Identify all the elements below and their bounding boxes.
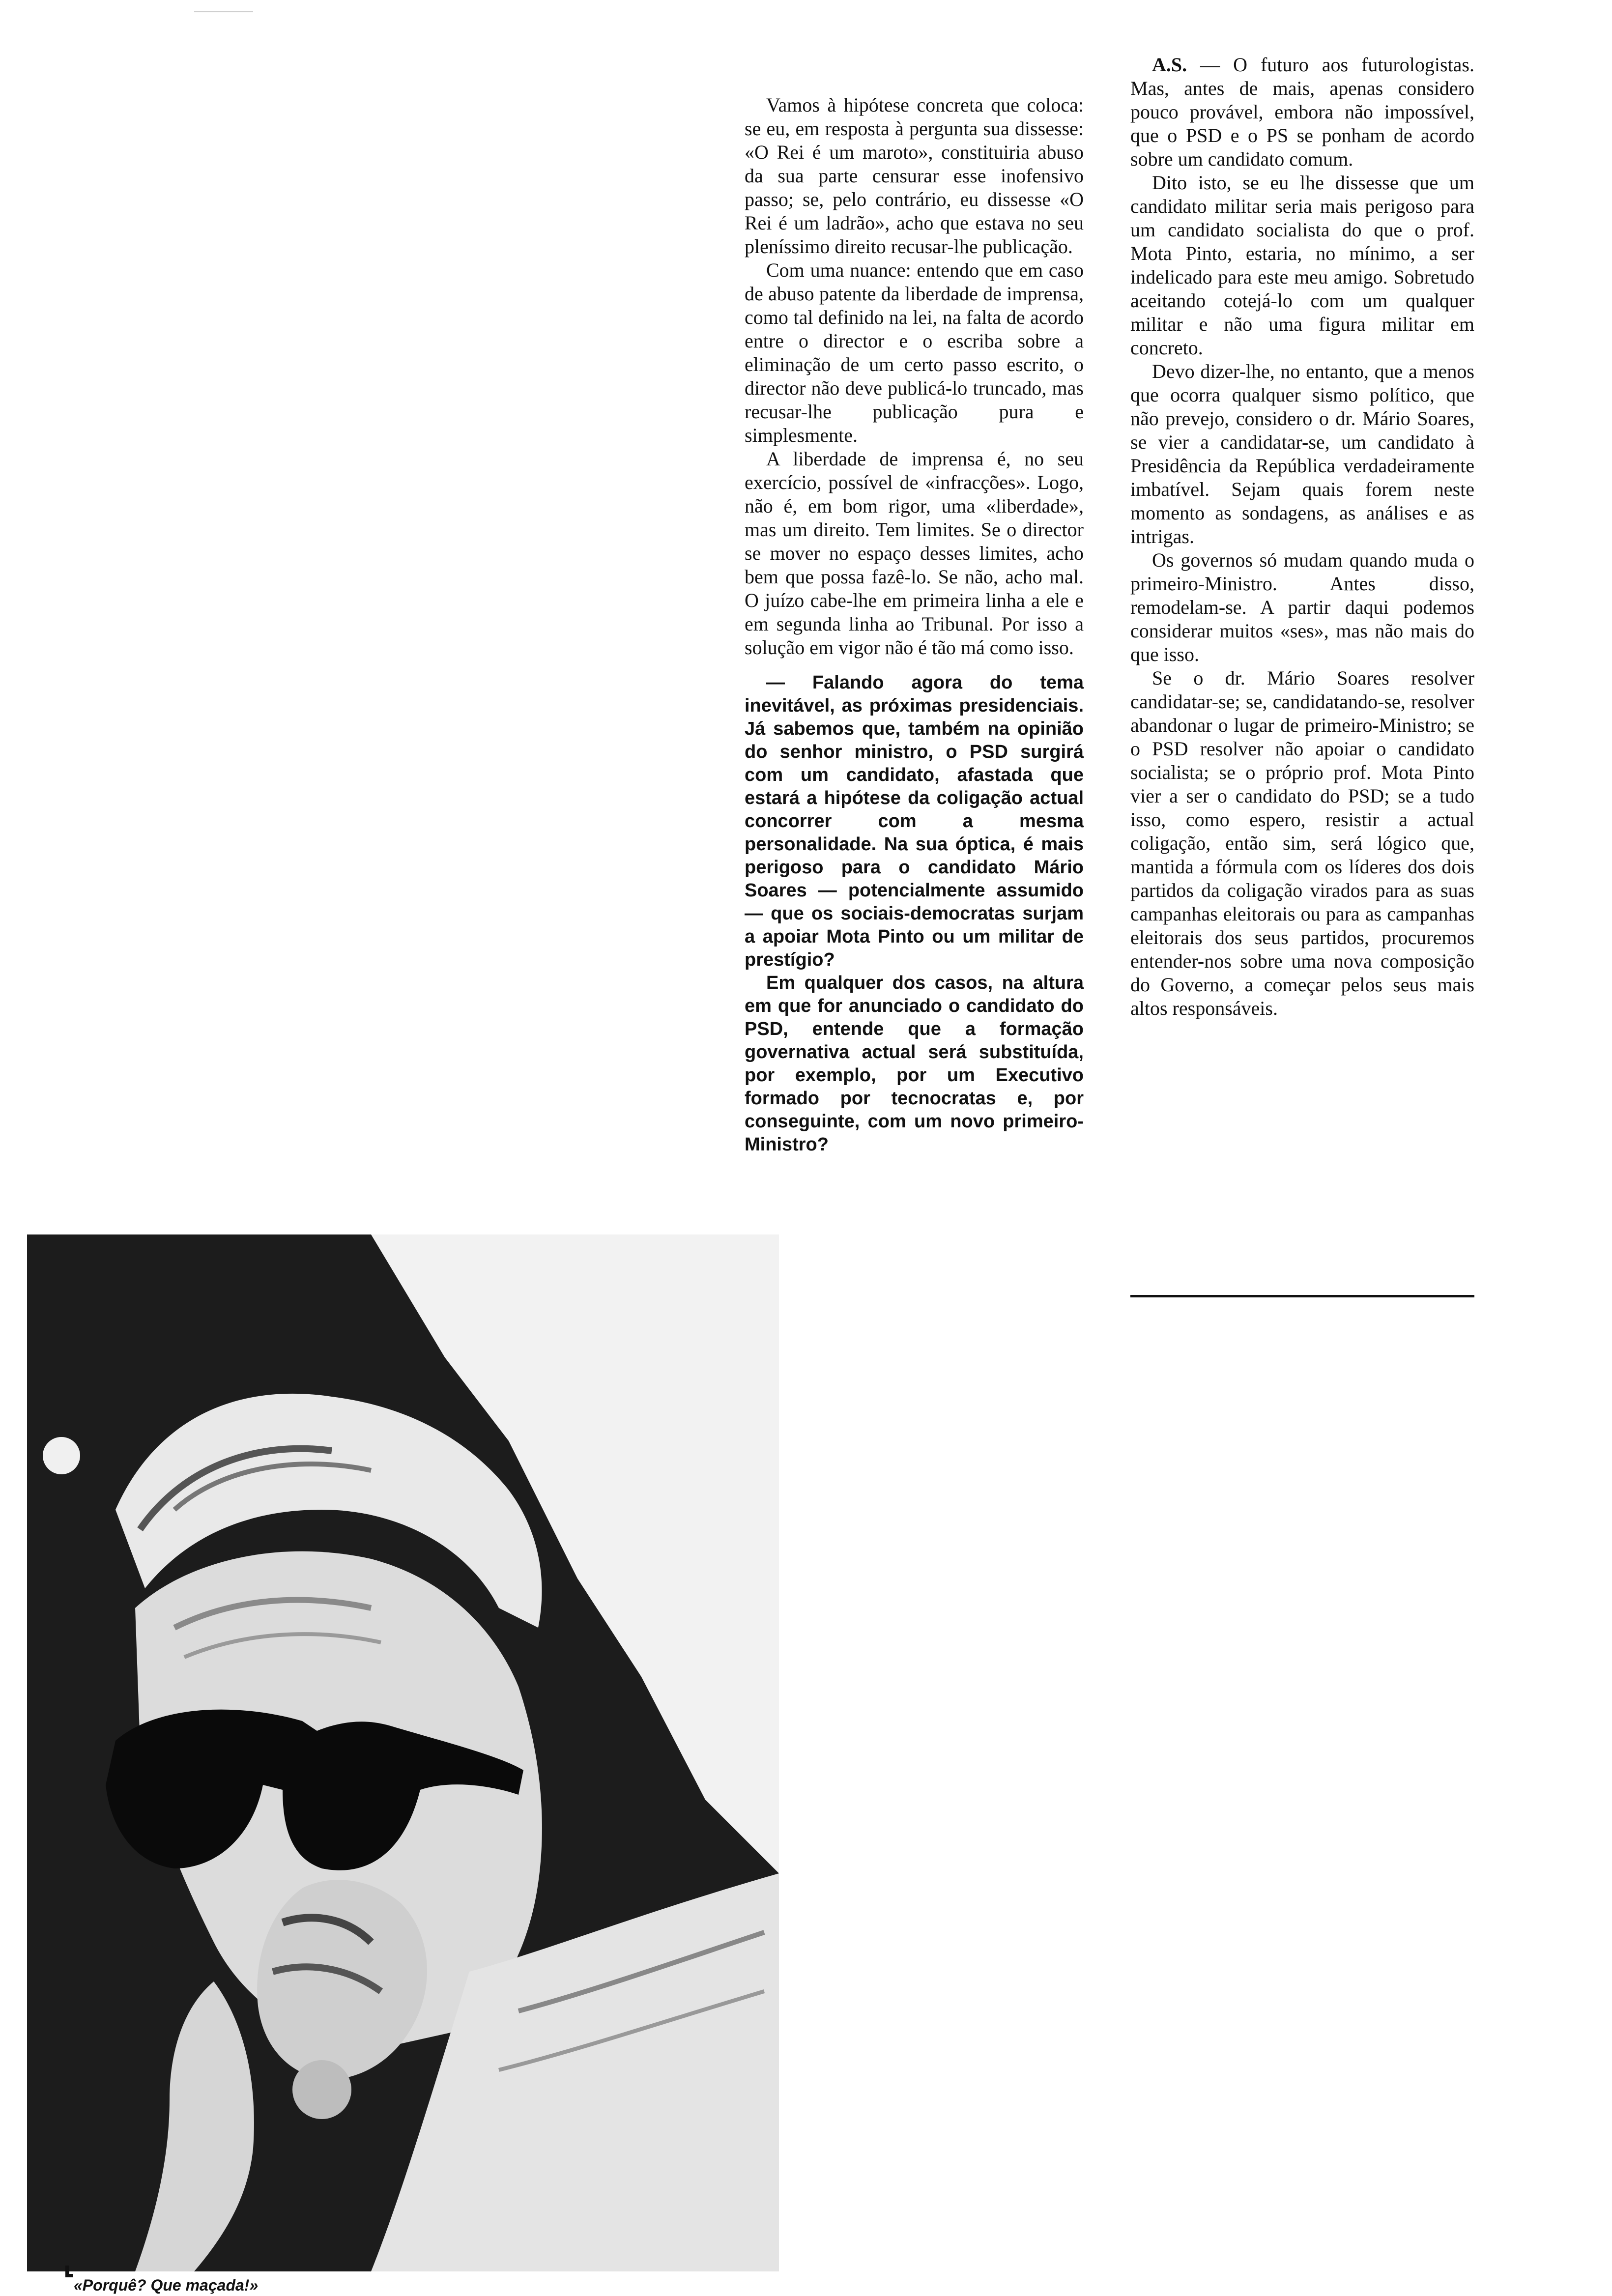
answer-paragraph-first <box>1130 53 1474 171</box>
answer-paragraph: Com uma nuance: entendo que em caso de abuso patente da liberdade de imprensa, como tal definido na lei, na falta de acordo entre o director e o escriba sobre a eliminação de um certo passo escrito, o director não deve publicá-lo truncado, mas recusar-lhe publicação pura e simplesmente. <box>745 259 1084 446</box>
article-column-middle <box>745 93 1084 1156</box>
interview-question: Em qualquer dos casos, na altura em que for anunciado o candidato do PSD, entende que a formação governativa actual será substituída, por exemplo, por um Executivo formado por tecnocratas e, por conseguinte, com um novo primeiro-Ministro? <box>745 973 1084 1155</box>
crop-mark <box>65 2266 69 2277</box>
speaker-initials: A.S. <box>1152 54 1187 76</box>
photo-caption: «Porquê? Que maçada!» <box>74 2276 259 2294</box>
answer-paragraph: Os governos só mudam quando muda o primeiro-Ministro. Antes disso, remodelam-se. A partir daqui podemos considerar muitos «ses», mas não mais do que isso. <box>1130 549 1474 665</box>
answer-paragraph: Devo dizer-lhe, no entanto, que a menos que ocorra qualquer sismo político, que não prevejo, considero o dr. Mário Soares, se vier a candidatar-se, um candidato à Presidência da República verdadeiramente imbatível. Sejam quais forem neste momento as sondagens, as análises e as intrigas. <box>1130 360 1474 547</box>
answer-paragraph: Se o dr. Mário Soares resolver candidatar-se; se, candidatando-se, resolver abandonar o lugar de primeiro-Ministro; se o PSD resolver não apoiar o candidato socialista; se o próprio prof. Mota Pinto vier a ser o candidato do PSD; se a tudo isso, como espero, resistir a actual coligação, então sim, será lógico que, mantida a fórmula com os líderes dos dois partidos da coligação virados para as suas campanhas eleitorais ou para as campanhas eleitorais dos seus partidos, procuremos entender-nos sobre uma nova composição do Governo, a começar pelos seus mais altos responsáveis. <box>1130 667 1474 1019</box>
interview-question: — Falando agora do tema inevitável, as próximas presidenciais. Já sabemos que, também na opinião do senhor ministro, o PSD surgirá com um candidato, afastada que estará a hipótese da coligação actual concorrer com a mesma personalidade. Na sua óptica, é mais perigoso para o candidato Mário Soares — potencialmente assumido — que os sociais-democratas surjam a apoiar Mota Pinto ou um militar de prestígio? <box>745 672 1084 970</box>
column-end-rule <box>1130 1295 1474 1297</box>
answer-paragraph: A liberdade de imprensa é, no seu exercício, possível de «infracções». Logo, não é, em bom rigor, uma «liberdade», mas um direito. Tem limites. Se o director se mover no espaço desses limites, acho bem que possa fazê-lo. Se não, acho mal. O juízo cabe-lhe em primeira linha a ele e em segunda linha ao Tribunal. Por isso a solução em vigor não é tão má como isso. <box>745 448 1084 659</box>
answer-paragraph: Vamos à hipótese concreta que coloca: se eu, em resposta à pergunta sua dissesse: «O Rei é um maroto», constituiria abuso da sua parte censurar esse inofensivo passo; se, pelo contrário, eu dissesse «O Rei é um ladrão», acho que estava no seu pleníssimo direito recusar-lhe publicação. <box>745 94 1084 258</box>
answer-paragraph: Dito isto, se eu lhe dissesse que um candidato militar seria mais perigoso para um candidato socialista do que o prof. Mota Pinto, estaria, no mínimo, a ser indelicado para este meu amigo. Sobretudo aceitando cotejá-lo com um qualquer militar e não uma figura militar em concreto. <box>1130 172 1474 359</box>
article-column-right <box>1130 53 1474 1020</box>
top-rule <box>194 11 253 12</box>
portrait-photo <box>27 1234 779 2271</box>
answer-text: — O futuro aos futurologistas. Mas, antes de mais, apenas considero pouco provável, embora não impossível, que o PSD e o PS se ponham de acordo sobre um candidato comum. <box>1130 54 1474 170</box>
